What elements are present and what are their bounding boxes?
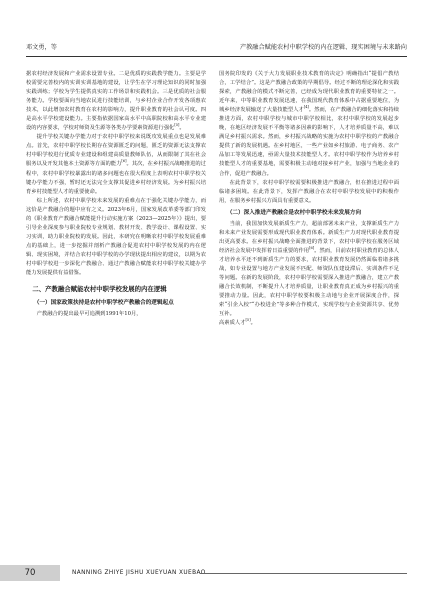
left-paragraph-3: 综上所述，农村中职学校未来发展的重难点在于强化关键办学能力，而这恰是产教融合的题中应有之义。2023年6月，国家发展改革委等部门印发的《职业教育产教融合赋能提升行动实施方案（2023—2025年）》提出，要引导企业深度参与职业院校专业规划、教材开发、教学设计、课程设置、实习实训，助力职业院校的发展。因此，本研究在明晰农村中职学校发展重难点的基础上，进一步挖掘并剖析产教融合促进农村中职学校发展的内在逻辑、现实困境，并结合农村中职学校的办学现状提出相应的建议，以期为农村中职学校进一步深化产教融合、通过产教融合赋能农村中职学校关键办学能力发展提供有益借鉴。 — [26, 197, 206, 277]
journal-name: NANNING ZHIYE JISHU XUEYUAN XUEBAO — [72, 570, 206, 576]
header-authors: 邓文勇，等 — [26, 44, 57, 51]
running-header — [26, 42, 407, 57]
left-paragraph-1: 据农村经济发展和产业需求设置专业。二是优质的实践教学能力。主要是学校需要完善校内的实训实训基地的建设，让学生在学习理论知识的同时加强实践训练；学校为学生提供真实的工作场景和实践机会。三是优质的社会服务能力。学校要面向当地农民进行技能培训，与乡村企业合作开发各项惠农技术，以此增加农村教育在农村的影响力，提升职业教育的社会认可度。四是高水平学校建设能力。主要指依据国家高水平中高职院校和高水平专业建设的内容要求，学校对师资及生源等各类办学要素资源进行强化[5]。 — [26, 71, 206, 132]
left-paragraph-2: 提升学校关键办学能力对于农村中职学校来说既攻发展重点也是发展难点。首先，农村中职学校长期存在资源匮乏的问题，匮乏的资源无法支撑农村中职学校进行优质专业建设和组建高质量教师队伍，从而限制了其在社会服务以及开发其他本土资源等方面的能力[6]。其次，在乡村振兴战略推进的过程中，农村中职学校暴露出的诸多问题也在很大程度上表明农村中职学校关键办学能力不强，暂时还无法完全支撑其促进乡村经济发展。为乡村振兴培育乡村技能型人才的重要使命。 — [26, 134, 206, 195]
right-column — [219, 70, 399, 328]
page-footer — [0, 565, 427, 581]
right-paragraph-4: 高素质人才[5]。 — [219, 318, 256, 327]
right-paragraph-1: 国务院印发的《关于大力发展职业技术教育的决定》明确指出“提倡产教结合，工学结合”。这是产教融合政策的早期倡导。经过不断的理论深化和实践探索，产教融合的模式不断完善，已经成为现代职业教育的重要特征之一。近年来，中等职业教育发展迅速，在我国现代教育体系中占据重要地位，为城乡经济发展输送了大量技能型人才[4]。然而，在产教融合的细化落实和持续推进方面，农村中职学校与城市中职学校相比，农村中职学校的发展起步晚，在地区经济发展不平衡等诸多因素的影响下，人才培养质量不高，难以满足乡村振兴需求。然而，乡村振兴战略的实施为农村中职学校的产教融合提供了新的发展机遇。在乡村地区，一些产业如乡村旅游、电子商务、农产品加工等发展迅速，亟需大量技术技能型人才。农村中职学校作为培养乡村技能型人才的重要基地，需要积极主动地对接乡村产业，加强与当地企业的合作，促进产教融合。 — [219, 71, 399, 177]
subsection-heading-1: （一）国家政策扶持是农村中职学校产教融合的逻辑起点 — [33, 300, 174, 307]
left-paragraph-4: 产教融合的提出最早可追溯到1991年10月， — [36, 311, 142, 318]
header-running-title: 产教融合赋能农村中职学校的内在逻辑、现实困境与未来路向 — [239, 44, 407, 51]
right-paragraph-2: 在此背景下，农村中职学校需要积极推进产教融合，但在推进过程中面临诸多困境。在此背景下，发挥产教融合在农村中职学校发展中的积极作用，在服务乡村振兴方面具有重要意义。 — [219, 179, 399, 204]
subsection-heading-2: （二）深入推进产教融合是农村中职学校未来发展方向 — [226, 209, 362, 216]
page-number: 70 — [24, 568, 36, 578]
section-heading-2: 二、产教融合赋能农村中职学校发展的内在逻辑 — [32, 285, 167, 294]
left-column — [26, 70, 206, 319]
footer-rule — [200, 573, 407, 574]
right-paragraph-3: 当前，我国加快发展新质生产力，超前部署未来产业，支撑新质生产力和未来产业发展需要形成现代职业教育体系。新质生产力对现代职业教育提出更高要求。在乡村振兴战略全面推进的背景下，农村中职学校在服务区域经济社会发展中发挥着日益重要的作用[6]。然而，目前农村职业教育的总体人才培养水平还不到新质生产力的要求，农村职业教育发展仍然面临着诸多挑战，如专业设置与地方产业发展不匹配、师资队伍建设滞后、实训条件不足等问题。在新的发展阶段，农村中职学校需要深入推进产教融合，建立产教融合长效机制，不断提升人才培养质量，让职业教育真正成为乡村振兴的重要推动力量。因此，农村中职学校要积极主动地与企业开展深度合作，探索“引企入校”“办校进企”等多种合作模式，实现学校与企业资源共享、优势互补。 — [219, 220, 399, 318]
